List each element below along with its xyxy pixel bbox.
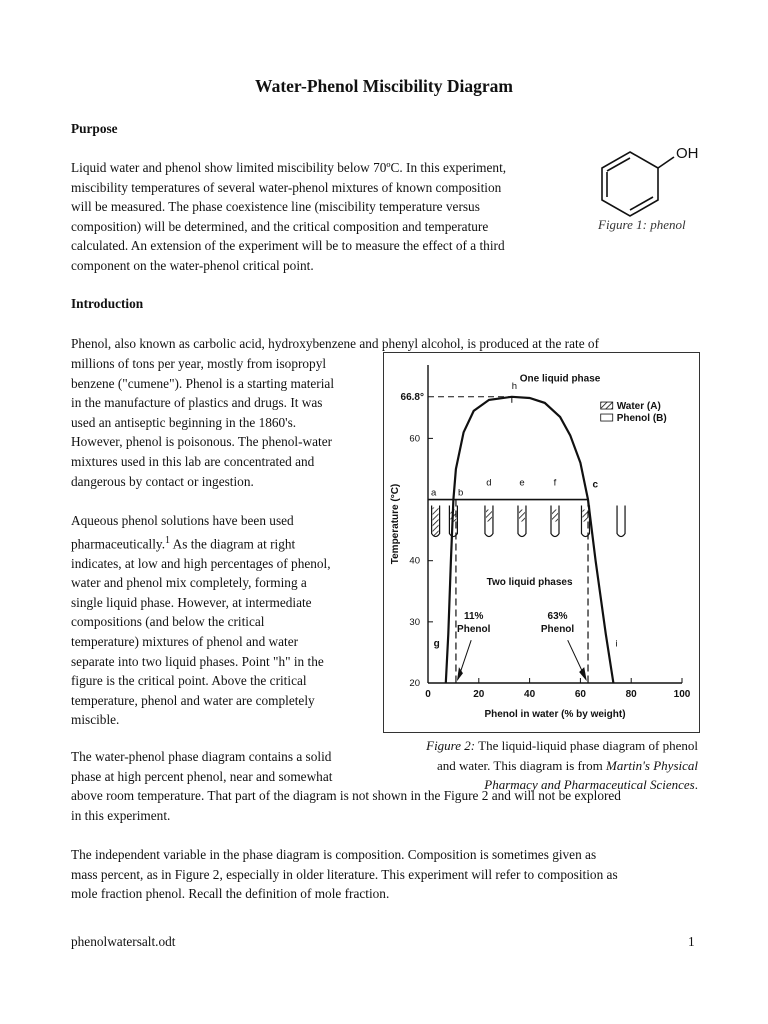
point-label-h: h (511, 380, 518, 392)
intro-p1-line: However, phenol is poisonous. The phenol-water (71, 434, 333, 450)
water-layer (486, 510, 492, 522)
purpose-line: miscibility temperatures of several water-phenol mixtures of known composition (71, 179, 502, 195)
intro-p2-line: separate into two liquid phases. Point "h" in the (71, 653, 324, 669)
footer-filename: phenolwatersalt.odt (71, 934, 176, 949)
intro-p3-line: above room temperature. That part of the diagram is not shown in the Figure 2 and will not be explored (71, 788, 621, 804)
intro-p2-line: single liquid phase. However, at intermediate (71, 594, 312, 610)
y-tick-label: 20 (409, 678, 420, 689)
intro-p2-line: figure is the critical point. Above the critical (71, 673, 307, 689)
intro-p4-line: The independent variable in the phase diagram is composition. Composition is sometimes given as (71, 847, 597, 862)
purpose-heading: Purpose (71, 121, 118, 136)
intro-p3-line: phase at high percent phenol, near and somewhat (71, 768, 333, 784)
point-label-e: e (519, 477, 525, 489)
purpose-paragraph (71, 158, 506, 276)
intro-p2-line-with-footnote: pharmaceutically.$^1$ As the diagram at right (71, 534, 296, 552)
purpose-line: component on the water-phenol critical point. (71, 257, 314, 273)
intro-p4-line: mass percent, as in Figure 2, especially in older literature. This experiment will refer to composition as (71, 866, 618, 882)
y-tick-label: 60 (409, 433, 420, 445)
water-layer (552, 510, 558, 522)
x-tick-label: 40 (524, 689, 536, 700)
legend-phenol-swatch (601, 414, 613, 421)
y-tick-label: 30 (409, 616, 420, 628)
water-layer (433, 508, 439, 536)
phase-diagram-chart (384, 353, 699, 732)
pct-11-label: 11% (463, 610, 484, 622)
test-tube-icon (617, 506, 625, 537)
x-axis-label: Phenol in water (% by weight) (484, 709, 626, 720)
two-phase-label: Two liquid phases (486, 577, 573, 589)
intro-p1-line: in the manufacture of plastics and drugs. It was (71, 395, 323, 411)
purpose-line: composition) will be determined, and the critical composition and temperature (71, 218, 489, 234)
legend-water-swatch (601, 402, 613, 409)
y-tick-label: 40 (409, 555, 420, 567)
footnote-ref[interactable]: 1 (165, 534, 171, 546)
pct-11-phenol-label: Phenol (457, 624, 491, 636)
purpose-line: will be measured. The phase coexistence line (miscibility temperature versus (71, 199, 480, 215)
intro-p4-line: mole fraction phenol. Recall the definition of mole fraction. (71, 886, 390, 902)
phase-diagram-figure (383, 352, 700, 733)
intro-paragraph-4 (71, 845, 618, 904)
intro-p2-line: water and phenol mix completely, forming a (71, 575, 307, 591)
intro-p2-line: temperature, phenol and water are completely (71, 692, 315, 708)
point-label-d: d (486, 477, 492, 489)
pct-63-label: 63% (547, 610, 568, 622)
x-tick-label: 100 (673, 689, 691, 700)
x-tick-label: 0 (425, 689, 431, 700)
point-label-b: b (457, 487, 464, 499)
x-tick-label: 80 (625, 689, 637, 700)
intro-p2-line: indicates, at low and high percentages of phenol, (71, 555, 331, 571)
point-label-g: g (433, 638, 440, 650)
intro-p3-line: The water-phenol phase diagram contains a solid (71, 749, 332, 764)
intro-p1-line: millions of tons per year, mostly from isopropyl (71, 356, 327, 371)
pct-63-phenol-label: Phenol (540, 624, 575, 636)
water-layer (582, 510, 588, 522)
x-tick-label: 20 (473, 689, 485, 700)
point-label-i: i (615, 638, 618, 650)
figure2-caption: Figure 2: The liquid-liquid phase diagram of phenol and water. This diagram is from Martin's Physical Pharmacy and Pharmaceutical Sciences. (426, 738, 698, 793)
benzene-ring-icon (602, 152, 674, 216)
page-title: Water-Phenol Miscibility Diagram (255, 76, 513, 96)
water-layer (450, 510, 456, 522)
figure1-caption: Figure 1: phenol (598, 217, 686, 232)
oh-label: OH (676, 145, 699, 162)
legend-phenol-label: Phenol (B) (616, 413, 667, 425)
intro-p2-line: temperature) mixtures of phenol and water (71, 633, 299, 649)
intro-paragraph-2 (71, 511, 331, 730)
footer-page-number: 1 (688, 934, 695, 949)
intro-p1-line: benzene ("cumene"). Phenol is a starting material (71, 375, 335, 391)
x-tick-label: 60 (574, 689, 586, 700)
purpose-line: calculated. An extension of the experiment will be to measure the effect of a third (71, 238, 505, 254)
y-axis-label: Temperature (°C) (390, 483, 401, 565)
figure2-caption-label: Figure 2: (426, 738, 476, 753)
purpose-line: Liquid water and phenol show limited miscibility below 70ºC. In this experiment, (71, 160, 507, 175)
intro-paragraph-1-line-1: Phenol, also known as carbolic acid, hydroxybenzene and phenyl alcohol, is produced at the rate of (71, 336, 600, 351)
intro-p1-line: mixtures used in this lab are concentrated and (71, 453, 315, 469)
point-label-a: a (431, 487, 437, 499)
critical-temperature-label: 66.8° (400, 391, 424, 403)
point-label-c: c (592, 479, 599, 491)
intro-paragraph-1 (71, 354, 334, 491)
miscibility-curve (446, 397, 614, 683)
intro-p2-line: Aqueous phenol solutions have been used (71, 513, 294, 528)
intro-p3-line: in this experiment. (71, 807, 171, 823)
one-phase-label: One liquid phase (519, 373, 601, 385)
introduction-heading: Introduction (71, 296, 144, 311)
arrowhead-11-icon (457, 667, 463, 681)
intro-p2-line: compositions (and below the critical (71, 614, 265, 630)
water-layer (519, 510, 525, 522)
legend-water-label: Water (A) (616, 401, 661, 413)
intro-p1-line: dangerous by contact or ingestion. (71, 473, 254, 489)
intro-p1-line: used an antiseptic beginning in the 1860's. (71, 414, 297, 430)
point-label-f: f (553, 477, 557, 489)
intro-p2-line: miscible. (71, 712, 120, 728)
